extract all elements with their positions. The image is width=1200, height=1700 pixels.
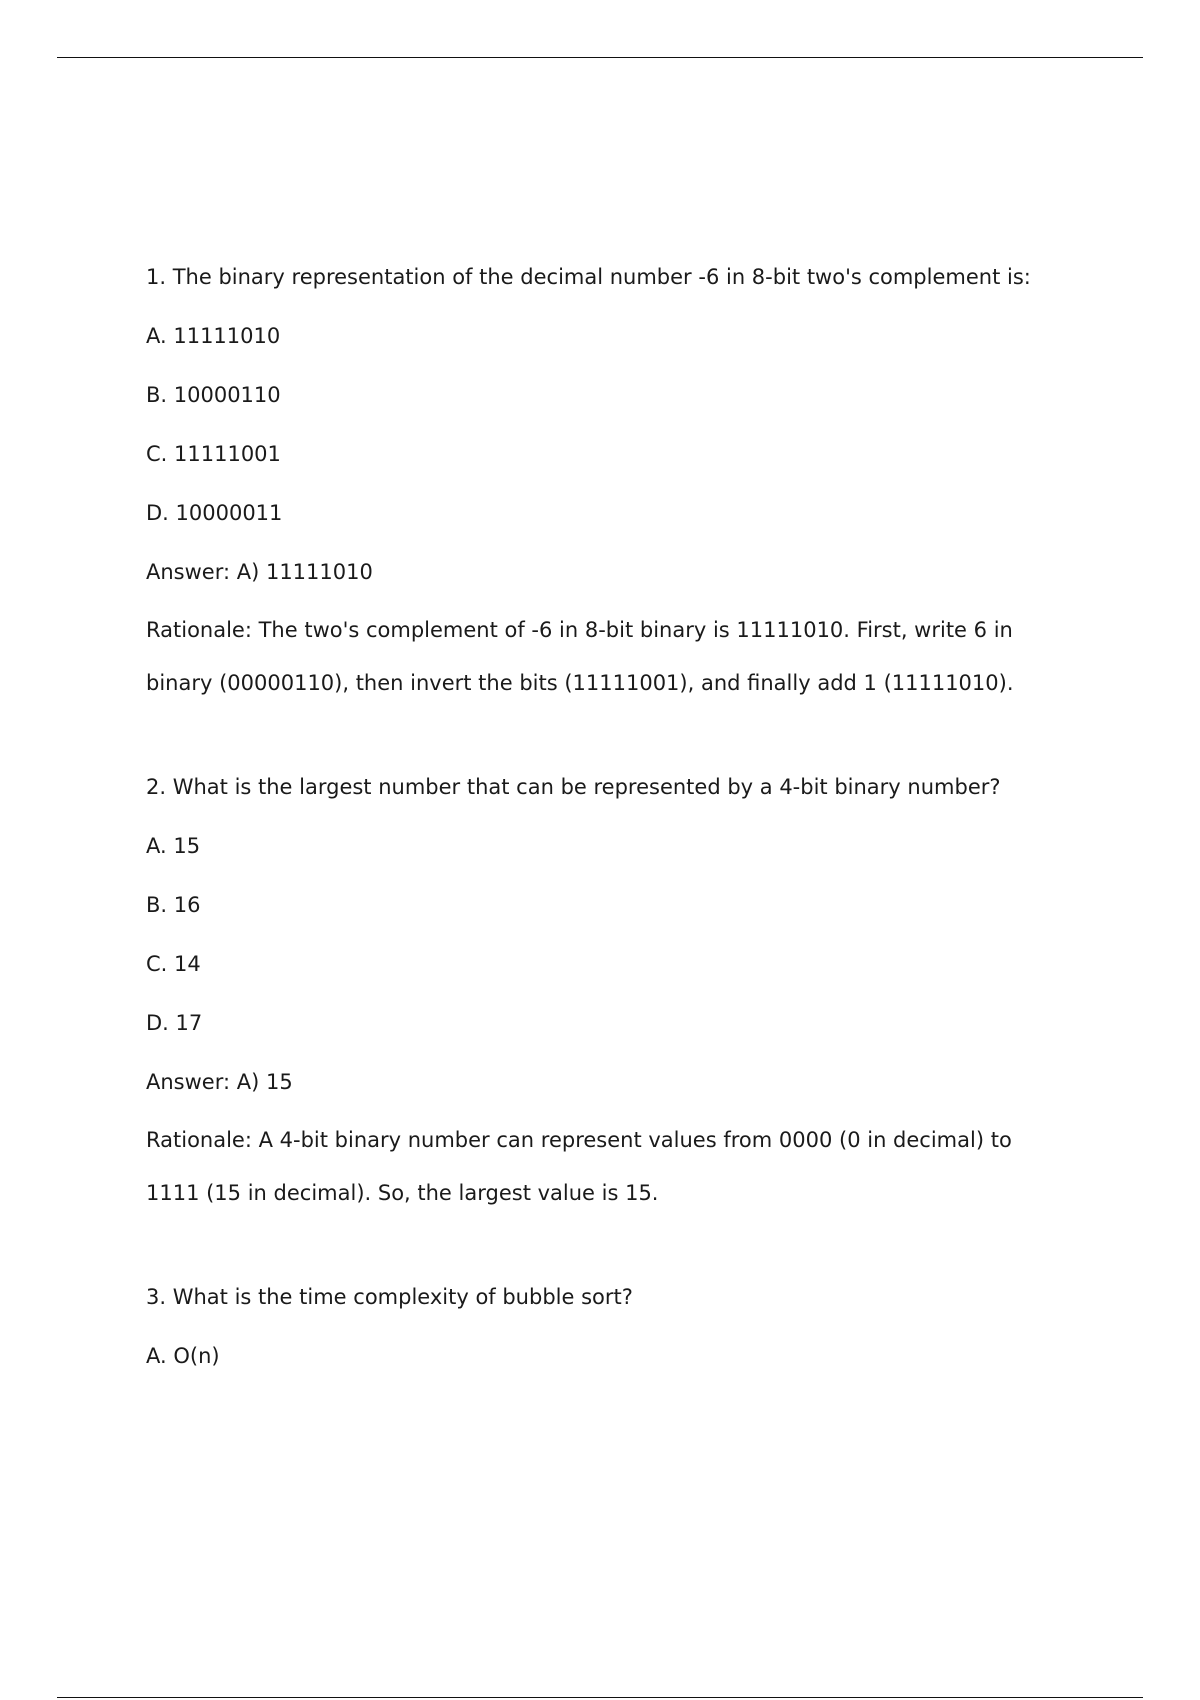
option-b: B. 16 [146, 893, 201, 917]
rationale: Rationale: A 4-bit binary number can represent values from 0000 (0 in decimal) to 1111 (15 in decimal). So, the largest value is 15. [146, 1128, 1012, 1205]
option-c: C. 14 [146, 952, 201, 976]
quiz-content [146, 262, 1066, 1433]
answer: Answer: A) 15 [146, 1070, 293, 1094]
question-2 [146, 772, 1066, 1220]
option-a: A. 11111010 [146, 324, 281, 348]
option-a: A. O(n) [146, 1344, 220, 1368]
footer-rule [57, 1697, 1143, 1698]
question-1 [146, 262, 1066, 710]
rationale: Rationale: The two's complement of -6 in 8-bit binary is 11111010. First, write 6 in binary (00000110), then invert the bits (11111001), and finally add 1 (11111010). [146, 618, 1014, 695]
option-d: D. 17 [146, 1011, 203, 1035]
header-rule [57, 57, 1143, 58]
question-stem: 1. The binary representation of the decimal number -6 in 8-bit two's complement is: [146, 265, 1031, 289]
option-a: A. 15 [146, 834, 201, 858]
question-3 [146, 1282, 1066, 1371]
option-b: B. 10000110 [146, 383, 281, 407]
answer: Answer: A) 11111010 [146, 560, 373, 584]
option-d: D. 10000011 [146, 501, 283, 525]
option-c: C. 11111001 [146, 442, 281, 466]
question-stem: 2. What is the largest number that can be represented by a 4-bit binary number? [146, 775, 1001, 799]
question-stem: 3. What is the time complexity of bubble sort? [146, 1285, 633, 1309]
